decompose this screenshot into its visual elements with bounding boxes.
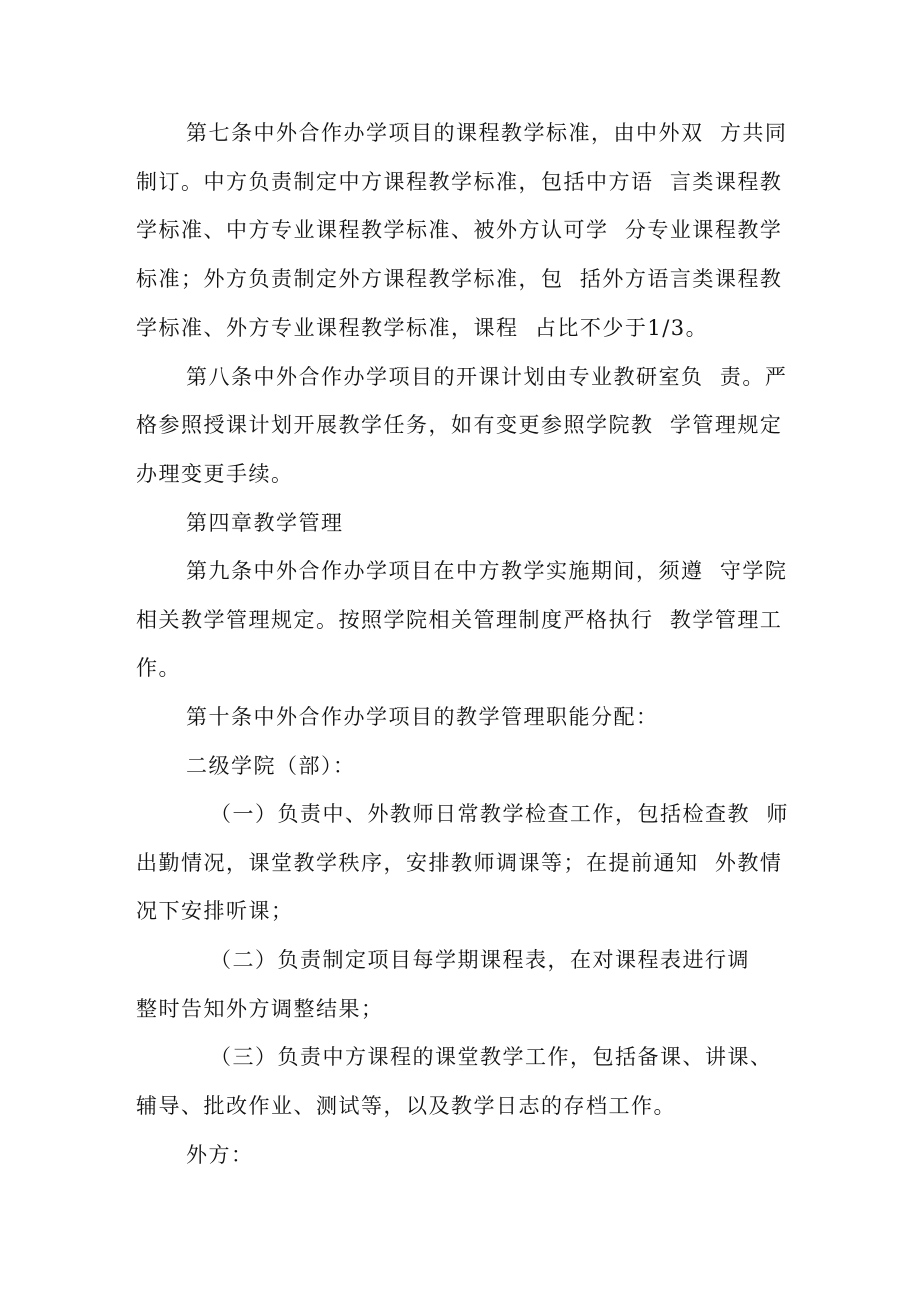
text-line: 第十条中外合作办学项目的教学管理职能分配： [186, 705, 659, 729]
text-line: （三）负责中方课程的课堂教学工作，包括备课、讲课、 [210, 1045, 773, 1069]
text-line: 第九条中外合作办学项目在中方教学实施期间，须遵 守学院 [186, 559, 788, 583]
text-line: 学标准、中方专业课程教学标准、被外方认可学 分专业课程教学 [136, 218, 783, 242]
text-line: 标准；外方负责制定外方课程教学标准，包 括外方语言类课程教 [136, 267, 783, 291]
text-line: 第七条中外合作办学项目的课程教学标准，由中外双 方共同 [186, 121, 788, 145]
text-line: （一）负责中、外教师日常教学检查工作，包括检查教 师 [210, 802, 789, 826]
chapter-heading: 第四章教学管理 [186, 511, 344, 535]
text-line: 二级学院（部）： [186, 754, 356, 778]
text-line: 况下安排听课； [136, 899, 294, 923]
text-line: 学标准、外方专业课程教学标准，课程 占比不少于1/3。 [136, 316, 709, 340]
text-line: 外方： [186, 1143, 254, 1167]
text-line: 办理变更手续。 [136, 462, 294, 486]
text-line: 出勤情况，课堂教学秩序，安排教师调课等；在提前通知 外教情 [136, 851, 783, 875]
text-line: 相关教学管理规定。按照学院相关管理制度严格执行 教学管理工 [136, 608, 783, 632]
text-line: 整时告知外方调整结果； [136, 997, 384, 1021]
text-line: 第八条中外合作办学项目的开课计划由专业教研室负 责。严 [186, 365, 788, 389]
text-line: 辅导、批改作业、测试等，以及教学日志的存档工作。 [136, 1094, 676, 1118]
text-line: 制订。中方负责制定中方课程教学标准，包括中方语 言类课程教 [136, 170, 783, 194]
text-line: 作。 [136, 656, 181, 680]
text-line: （二）负责制定项目每学期课程表，在对课程表进行调 [210, 948, 750, 972]
text-line: 格参照授课计划开展教学任务，如有变更参照学院教 学管理规定 [136, 413, 783, 437]
